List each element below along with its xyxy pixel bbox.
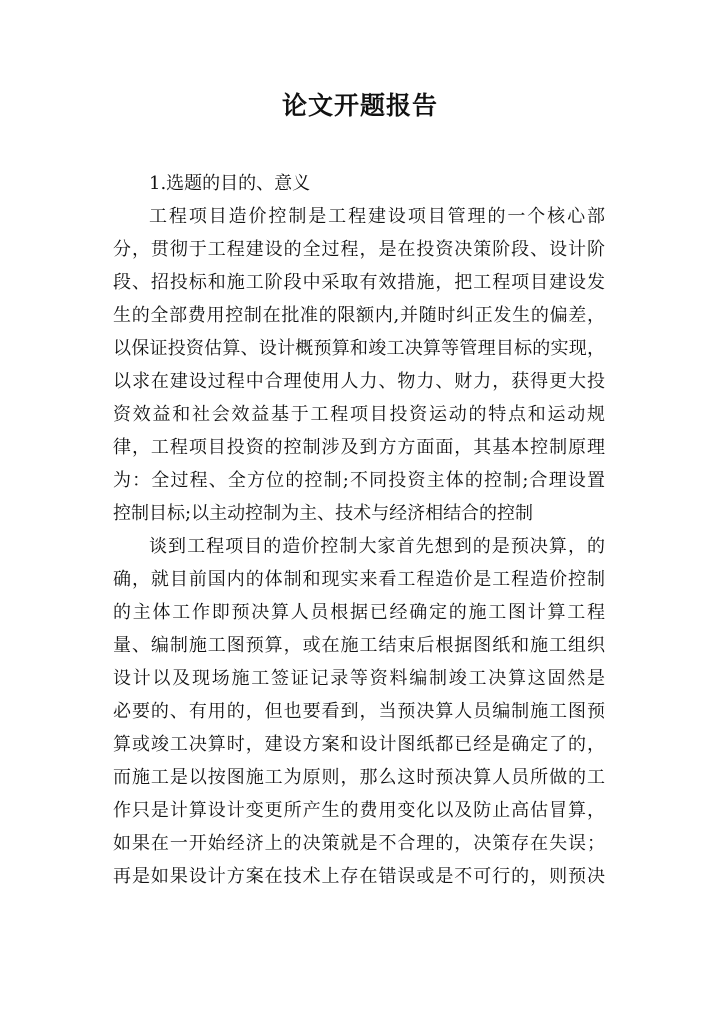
paragraph-line: 而施工是以按图施工为原则，那么这时预决算人员所做的工 (113, 767, 605, 788)
paragraph-line: 以求在建设过程中合理使用人力、物力、财力，获得更大投 (113, 371, 605, 392)
paragraph-line: 控制目标;以主动控制为主、技术与经济相结合的控制 (113, 503, 534, 524)
paragraph-line: 段、招投标和施工阶段中采取有效措施，把工程项目建设发 (113, 272, 605, 293)
paragraph-line: 工程项目造价控制是工程建设项目管理的一个核心部 (149, 206, 605, 227)
paragraph-line: 算或竣工决算时，建设方案和设计图纸都已经是确定了的， (113, 734, 605, 755)
paragraph-line: 确，就目前国内的体制和现实来看工程造价是工程造价控制 (113, 569, 605, 590)
paragraph-line: 资效益和社会效益基于工程项目投资运动的特点和运动规 (113, 404, 605, 425)
paragraph-line: 以保证投资估算、设计概预算和竣工决算等管理目标的实现， (113, 338, 605, 359)
page-title: 论文开题报告 (281, 91, 438, 120)
paragraph-line: 量、编制施工图预算，或在施工结束后根据图纸和施工组织 (113, 635, 605, 656)
paragraph-line: 律，工程项目投资的控制涉及到方方面面，其基本控制原理 (113, 437, 605, 458)
paragraph-line: 必要的、有用的，但也要看到，当预决算人员编制施工图预 (113, 701, 605, 722)
paragraph-line: 作只是计算设计变更所产生的费用变化以及防止高估冒算， (113, 800, 605, 821)
paragraph-line: 生的全部费用控制在批准的限额内,并随时纠正发生的偏差， (113, 305, 605, 326)
paragraph-line: 的主体工作即预决算人员根据已经确定的施工图计算工程 (113, 602, 605, 623)
paragraph-line: 设计以及现场施工签证记录等资料编制竣工决算这固然是 (113, 668, 605, 689)
paragraph-line: 如果在一开始经济上的决策就是不合理的，决策存在失误； (113, 833, 605, 854)
paragraph-line: 分，贯彻于工程建设的全过程，是在投资决策阶段、设计阶 (113, 239, 605, 260)
paragraph-line: 谈到工程项目的造价控制大家首先想到的是预决算，的 (149, 536, 605, 557)
paragraph-line: 再是如果设计方案在技术上存在错误或是不可行的，则预决 (113, 866, 605, 887)
paragraph-line: 为：全过程、全方位的控制;不同投资主体的控制;合理设置 (113, 470, 605, 491)
section-heading: 1.选题的目的、意义 (149, 173, 311, 194)
